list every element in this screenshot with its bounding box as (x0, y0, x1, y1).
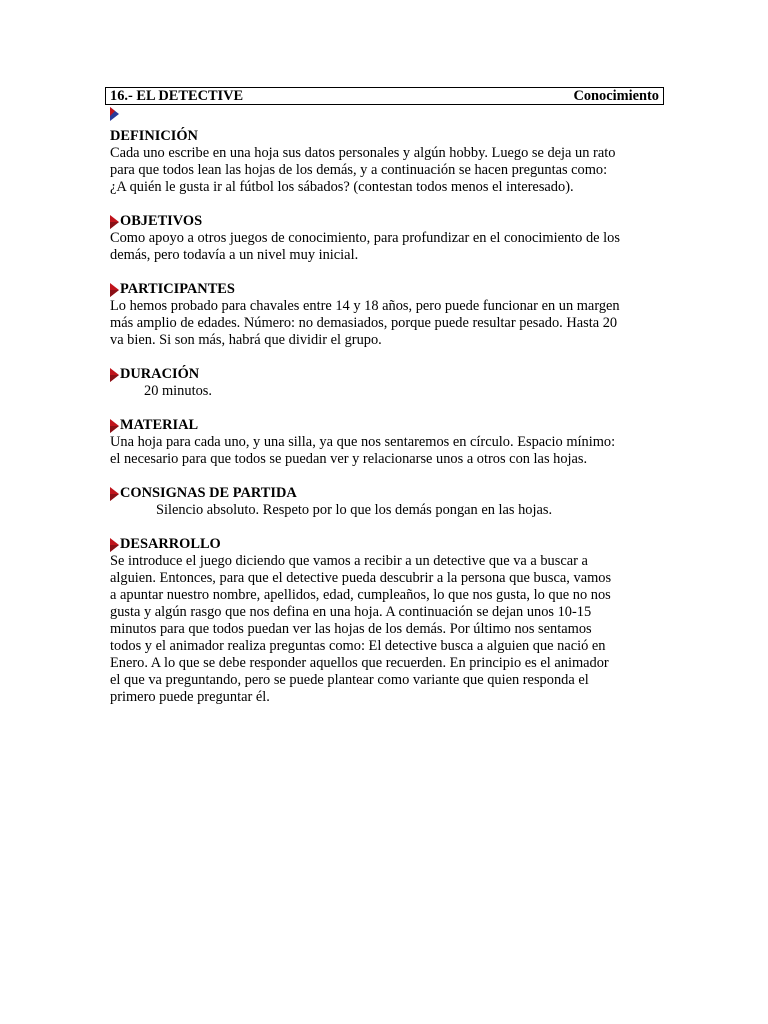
paragraph-line: el necesario para que todos se puedan ver y relacionarse unos a otros con las hojas. (110, 451, 588, 467)
paragraph-line: Lo hemos probado para chavales entre 14 y 18 años, pero puede funcionar en un margen (110, 298, 620, 314)
paragraph-line: Enero. A lo que se debe responder aquellos que recuerden. En principio es el animador (110, 655, 609, 671)
section-consignas (110, 485, 664, 519)
section-heading: DURACIÓN (110, 366, 664, 383)
section-objetivos (110, 213, 664, 264)
section-desarrollo (110, 536, 664, 706)
section-heading: OBJETIVOS (110, 213, 664, 230)
section-heading: DESARROLLO (110, 536, 664, 553)
paragraph-line: va bien. Si son más, habrá que dividir el grupo. (110, 332, 382, 348)
paragraph-line: más amplio de edades. Número: no demasiados, porque puede resultar pesado. Hasta 20 (110, 315, 618, 331)
paragraph-line: demás, pero todavía a un nivel muy inicial. (110, 247, 359, 263)
section-heading: CONSIGNAS DE PARTIDA (110, 485, 664, 502)
paragraph-line: gusta y algún rasgo que nos defina en una hoja. A continuación se dejan unos 10-15 (110, 604, 592, 620)
bullet-marker-icon (110, 419, 119, 433)
paragraph-line: Como apoyo a otros juegos de conocimiento, para profundizar en el conocimiento de los (110, 230, 620, 246)
paragraph-line: 20 minutos. (144, 383, 212, 399)
paragraph-line: Cada uno escribe en una hoja sus datos personales y algún hobby. Luego se deja un rato (110, 145, 616, 161)
paragraph-line: alguien. Entonces, para que el detective pueda descubrir a la persona que busca, vamos (110, 570, 612, 586)
paragraph-line: el que va preguntando, pero se puede plantear como variante que quien responda el (110, 672, 589, 688)
bullet-marker-icon (110, 487, 119, 501)
paragraph-line: a apuntar nuestro nombre, apellidos, edad, cumpleaños, lo que nos gusta, lo que no nos (110, 587, 611, 603)
title-box (105, 87, 664, 105)
paragraph-line: para que todos lean las hojas de los demás, y a continuación se hacen preguntas como: (110, 162, 608, 178)
bullet-marker-icon (110, 283, 119, 297)
section-duracion (110, 366, 664, 400)
paragraph-line: primero puede preguntar él. (110, 689, 270, 705)
paragraph-line: ¿A quién le gusta ir al fútbol los sábados? (contestan todos menos el interesado). (110, 179, 574, 195)
section-definicion (110, 128, 664, 196)
bullet-marker-icon (110, 215, 119, 229)
paragraph-line: minutos para que todos puedan ver las hojas de los demás. Por último nos sentamos (110, 621, 592, 637)
section-heading: MATERIAL (110, 417, 664, 434)
section-heading: PARTICIPANTES (110, 281, 664, 298)
bullet-marker-icon (110, 107, 119, 123)
bullet-marker-icon (110, 368, 119, 382)
paragraph-line: Silencio absoluto. Respeto por lo que los demás pongan en las hojas. (156, 502, 553, 518)
document-page (110, 87, 664, 706)
bullet-marker-icon (110, 538, 119, 552)
section-heading: DEFINICIÓN (110, 128, 198, 144)
paragraph-line: Se introduce el juego diciendo que vamos a recibir a un detective que va a buscar a (110, 553, 588, 569)
paragraph-line: todos y el animador realiza preguntas como: El detective busca a alguien que nació en (110, 638, 606, 654)
game-category: Conocimiento (573, 87, 659, 104)
section-material (110, 417, 664, 468)
section-participantes (110, 281, 664, 349)
paragraph-line: Una hoja para cada uno, y una silla, ya que nos sentaremos en círculo. Espacio mínimo: (110, 434, 616, 450)
game-title: 16.- EL DETECTIVE (110, 87, 244, 104)
